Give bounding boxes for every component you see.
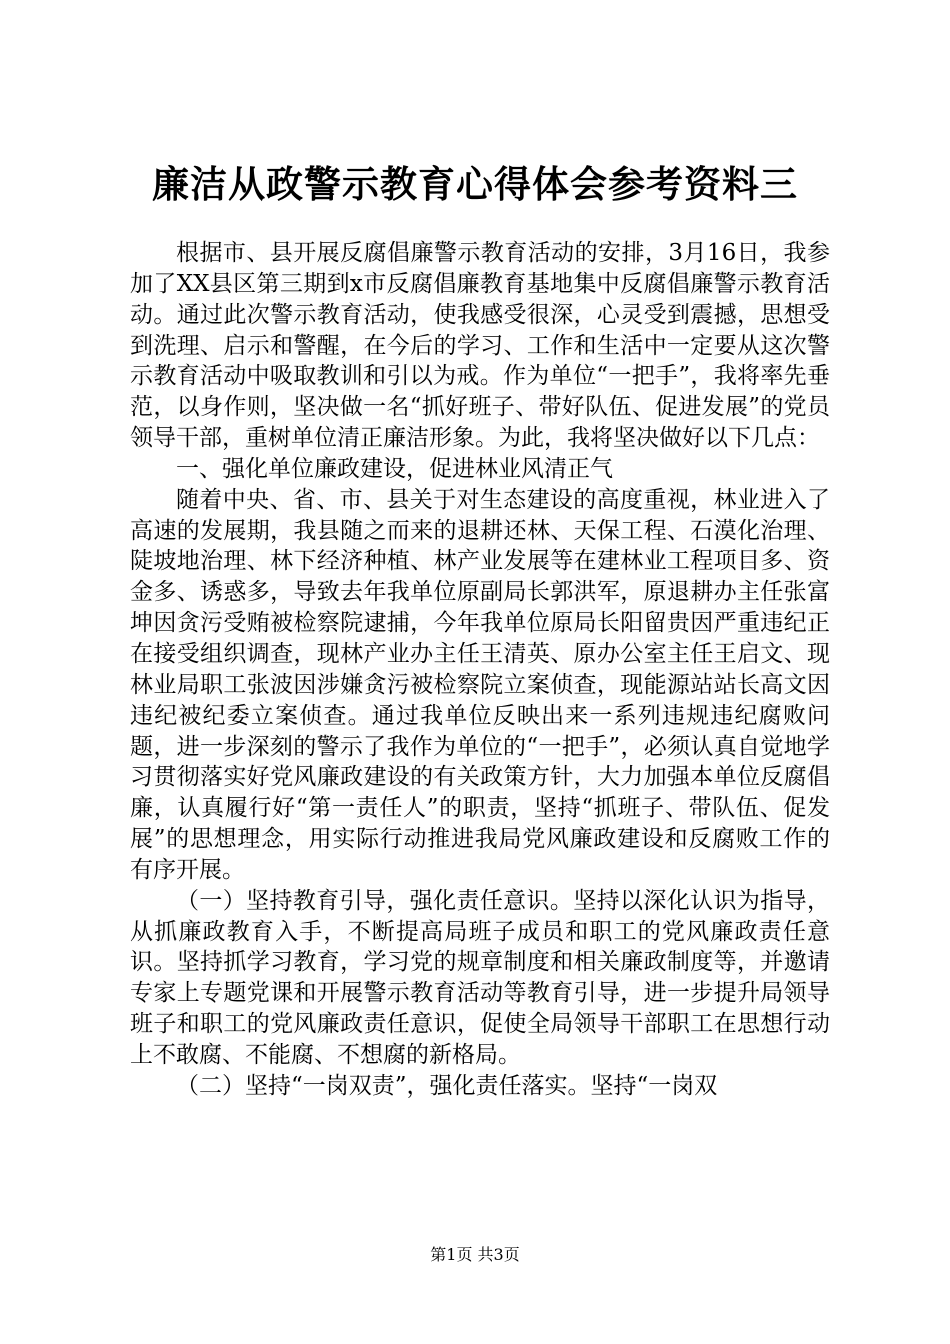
document-body — [130, 238, 830, 1102]
page-footer: 第1页 共3页 — [430, 1245, 520, 1264]
paragraph-subsection-1: （一）坚持教育引导，强化责任意识。坚持以深化认识为指导，从抓廉政教育入手，不断提高局班子成员和职工的党风廉政责任意识。坚持抓学习教育，学习党的规章制度和相关廉政制度等，并邀请专家上专题党课和开展警示教育活动等教育引导，进一步提升局领导班子和职工的党风廉政责任意识，促使全局领导干部职工在思想行动上不敢腐、不能腐、不想腐的新格局。 — [130, 887, 830, 1068]
document-title: 廉洁从政警示教育心得体会参考资料三 — [152, 162, 798, 206]
section-heading-1: 一、强化单位廉政建设，促进林业风清正气 — [176, 455, 613, 482]
paragraph-intro: 根据市、县开展反腐倡廉警示教育活动的安排，3月16日，我参加了XX县区第三期到x市反腐倡廉教育基地集中反腐倡廉警示教育活动。通过此次警示教育活动，使我感受很深，心灵受到震撼，思想受到洗理、启示和警醒，在今后的学习、工作和生活中一定要从这次警示教育活动中吸取教训和引以为戒。作为单位“一把手”，我将率先垂范，以身作则，坚决做一名“抓好班子、带好队伍、促进发展”的党员领导干部，重树单位清正廉洁形象。为此，我将坚决做好以下几点： — [130, 240, 830, 452]
paragraph-subsection-2: （二）坚持“一岗双责”，强化责任落实。坚持“一岗双 — [176, 1072, 718, 1099]
paragraph-section-1: 随着中央、省、市、县关于对生态建设的高度重视，林业进入了高速的发展期，我县随之而来的退耕还林、天保工程、石漠化治理、陡坡地治理、林下经济种植、林产业发展等在建林业工程项目多、资金多、诱惑多，导致去年我单位原副局长郭洪军，原退耕办主任张富坤因贪污受贿被检察院逮捕，今年我单位原局长阳留贵因严重违纪正在接受组织调查，现林产业办主任王清英、原办公室主任王启文、现林业局职工张波因涉嫌贪污被检察院立案侦查，现能源站站长高文因违纪被纪委立案侦查。通过我单位反映出来一系列违规违纪腐败问题，进一步深刻的警示了我作为单位的“一把手”，必须认真自觉地学习贯彻落实好党风廉政建设的有关政策方针，大力加强本单位反腐倡廉，认真履行好“第一责任人”的职责，坚持“抓班子、带队伍、促发展”的思想理念，用实际行动推进我局党风廉政建设和反腐败工作的有序开展。 — [130, 486, 830, 883]
